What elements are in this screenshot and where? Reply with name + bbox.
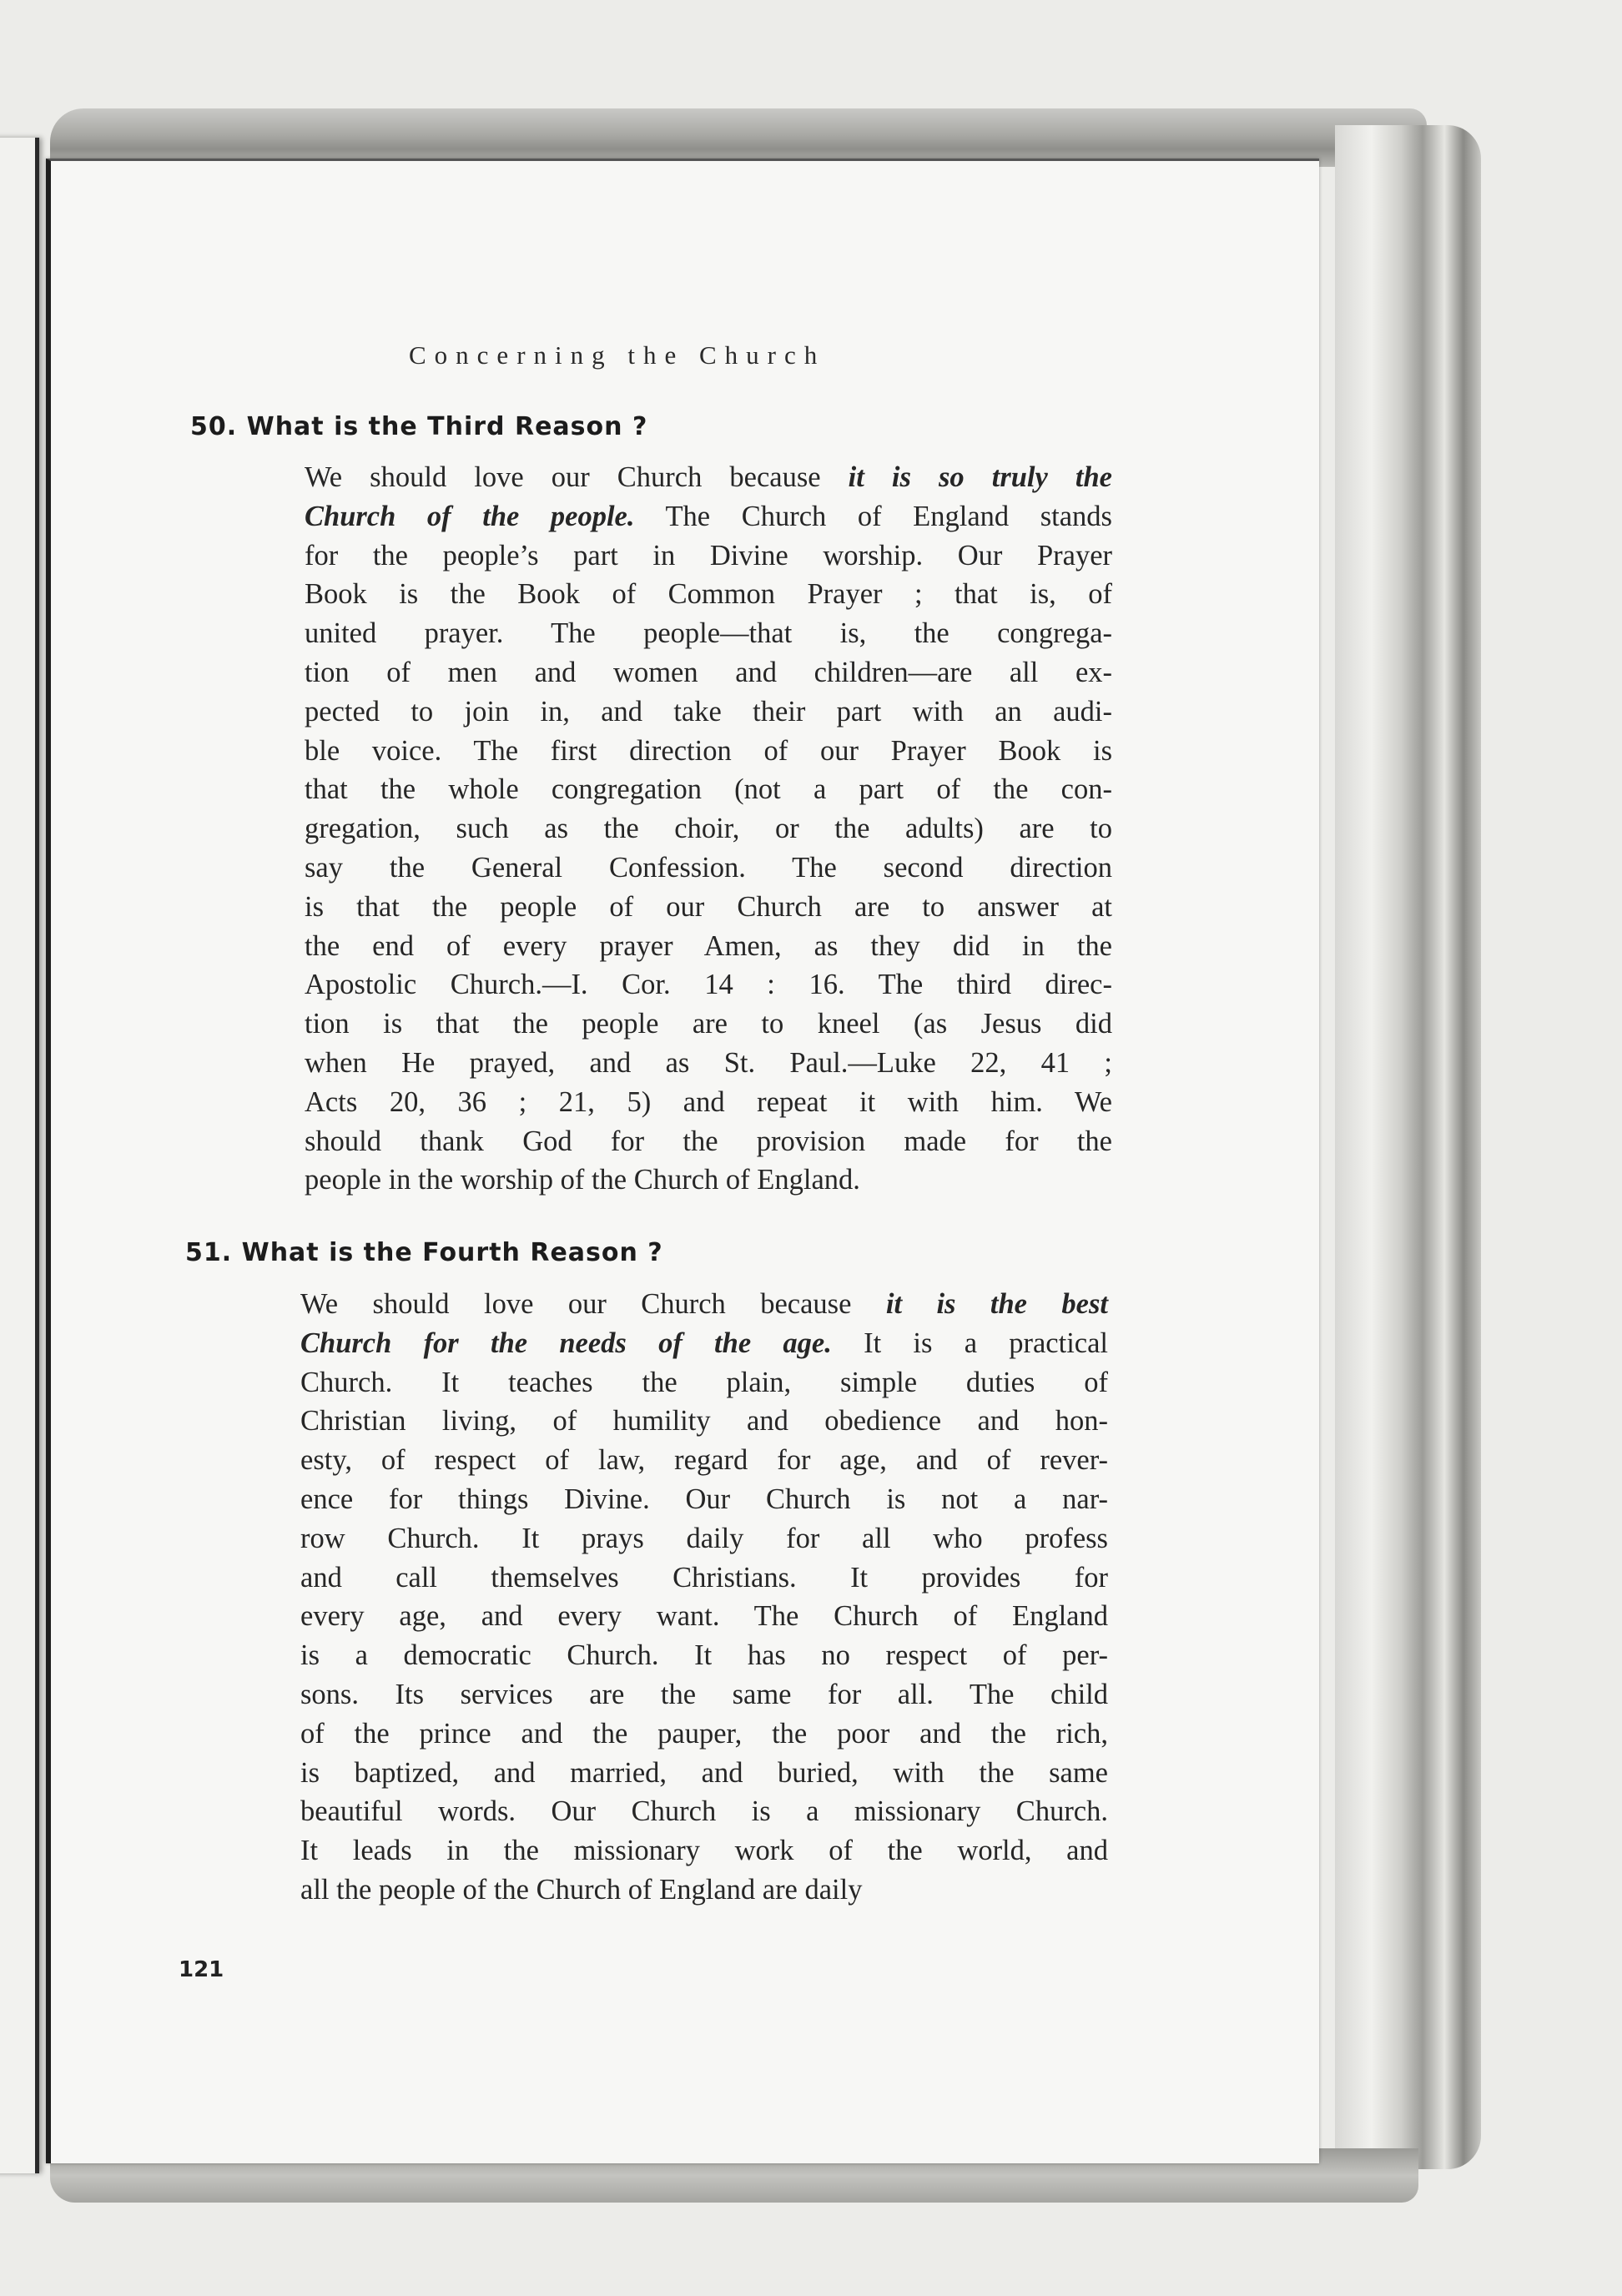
line-text: the end of every prayer Amen, as they did in the xyxy=(305,929,1112,962)
answer-line xyxy=(300,1831,1108,1871)
answer-line xyxy=(300,1871,1108,1910)
line-text: when He prayed, and as St. Paul.—Luke 22, 41 ; xyxy=(305,1046,1112,1079)
answer-line xyxy=(300,1285,1108,1324)
question-51-number: 51. xyxy=(185,1238,233,1267)
facing-page-edge xyxy=(0,138,39,2173)
line-text: united prayer. The people—that is, the congrega- xyxy=(305,617,1112,650)
book-fore-edge xyxy=(1335,125,1481,2169)
answer-51 xyxy=(300,1285,1108,1910)
line-text: It leads in the missionary work of the world, and xyxy=(300,1835,1108,1867)
line-text: esty, of respect of law, regard for age, and of rever- xyxy=(300,1444,1108,1477)
line-text: The Church of England stands xyxy=(634,500,1112,532)
line-text: should thank God for the provision made for the xyxy=(305,1125,1112,1157)
line-text: that the whole congregation (not a part of the con- xyxy=(305,773,1112,806)
line-text: and call themselves Christians. It provides for xyxy=(300,1561,1108,1594)
answer-line xyxy=(300,1754,1108,1793)
answer-line xyxy=(305,653,1112,692)
line-text: tion is that the people are to kneel (as Jesus did xyxy=(305,1008,1112,1040)
answer-line xyxy=(305,614,1112,653)
line-text: We should love our Church because xyxy=(305,461,849,493)
line-text: Apostolic Church.—I. Cor. 14 : 16. The third direc- xyxy=(305,969,1112,1001)
line-text: all the people of the Church of England are daily xyxy=(300,1873,863,1906)
answer-line xyxy=(305,732,1112,771)
line-text: It is a practical xyxy=(831,1327,1108,1359)
answer-line xyxy=(300,1636,1108,1675)
answer-line xyxy=(300,1324,1108,1363)
line-text: ence for things Divine. Our Church is not a nar- xyxy=(300,1483,1108,1515)
page-number: 121 xyxy=(179,1957,224,1982)
answer-line xyxy=(305,497,1112,536)
question-50-title: What is the Third Reason ? xyxy=(246,412,648,441)
answer-line xyxy=(305,809,1112,848)
emphasis-text: Church for the needs of the age. xyxy=(300,1327,832,1359)
line-text: say the General Confession. The second direction xyxy=(305,851,1112,884)
answer-line xyxy=(305,1004,1112,1044)
answer-line xyxy=(300,1675,1108,1714)
line-text: people in the worship of the Church of England. xyxy=(305,1164,860,1196)
answer-line xyxy=(305,458,1112,497)
answer-line xyxy=(300,1441,1108,1480)
line-text: sons. Its services are the same for all. The child xyxy=(300,1678,1108,1710)
question-51-title: What is the Fourth Reason ? xyxy=(241,1238,663,1267)
answer-line xyxy=(305,692,1112,732)
emphasis-text: Church of the people. xyxy=(305,500,635,532)
line-text: is baptized, and married, and buried, with the same xyxy=(300,1756,1108,1789)
answer-line xyxy=(305,965,1112,1004)
running-head: Concerning the Church xyxy=(409,340,826,370)
answer-line xyxy=(305,1122,1112,1161)
answer-line xyxy=(300,1597,1108,1636)
emphasis-text: it is so truly the xyxy=(848,461,1112,493)
answer-line xyxy=(305,575,1112,614)
answer-line xyxy=(305,770,1112,809)
line-text: pected to join in, and take their part with an audi- xyxy=(305,695,1112,728)
answer-line xyxy=(300,1792,1108,1831)
line-text: beautiful words. Our Church is a missionary Church. xyxy=(300,1795,1108,1828)
answer-line xyxy=(305,536,1112,576)
answer-line xyxy=(305,1083,1112,1122)
answer-line xyxy=(305,1044,1112,1083)
answer-line xyxy=(305,888,1112,927)
answer-line xyxy=(300,1519,1108,1558)
line-text: of the prince and the pauper, the poor and the rich, xyxy=(300,1717,1108,1750)
line-text: Church. It teaches the plain, simple duties of xyxy=(300,1366,1108,1398)
question-51-heading xyxy=(185,1238,663,1267)
question-50-number: 50. xyxy=(190,412,238,441)
line-text: ble voice. The first direction of our Prayer Book is xyxy=(305,734,1112,767)
answer-line xyxy=(305,848,1112,888)
line-text: We should love our Church because xyxy=(300,1288,886,1320)
answer-50 xyxy=(305,458,1112,1200)
line-text: tion of men and women and children—are all ex- xyxy=(305,656,1112,688)
answer-line xyxy=(300,1363,1108,1402)
line-text: gregation, such as the choir, or the adults) are to xyxy=(305,813,1112,845)
answer-line xyxy=(300,1714,1108,1754)
line-text: Book is the Book of Common Prayer ; that is, of xyxy=(305,578,1112,611)
answer-line xyxy=(305,1161,1112,1200)
question-50-heading xyxy=(190,412,647,441)
answer-line xyxy=(300,1402,1108,1441)
line-text: row Church. It prays daily for all who profess xyxy=(300,1522,1108,1554)
emphasis-text: it is the best xyxy=(885,1288,1108,1320)
answer-line xyxy=(305,927,1112,966)
line-text: every age, and every want. The Church of England xyxy=(300,1600,1108,1633)
answer-line xyxy=(300,1558,1108,1598)
line-text: Acts 20, 36 ; 21, 5) and repeat it with him. We xyxy=(305,1085,1112,1118)
line-text: is that the people of our Church are to answer at xyxy=(305,890,1112,923)
line-text: is a democratic Church. It has no respect of per- xyxy=(300,1639,1108,1672)
line-text: Christian living, of humility and obedience and hon- xyxy=(300,1405,1108,1438)
answer-line xyxy=(300,1480,1108,1519)
line-text: for the people’s part in Divine worship. Our Prayer xyxy=(305,539,1112,571)
